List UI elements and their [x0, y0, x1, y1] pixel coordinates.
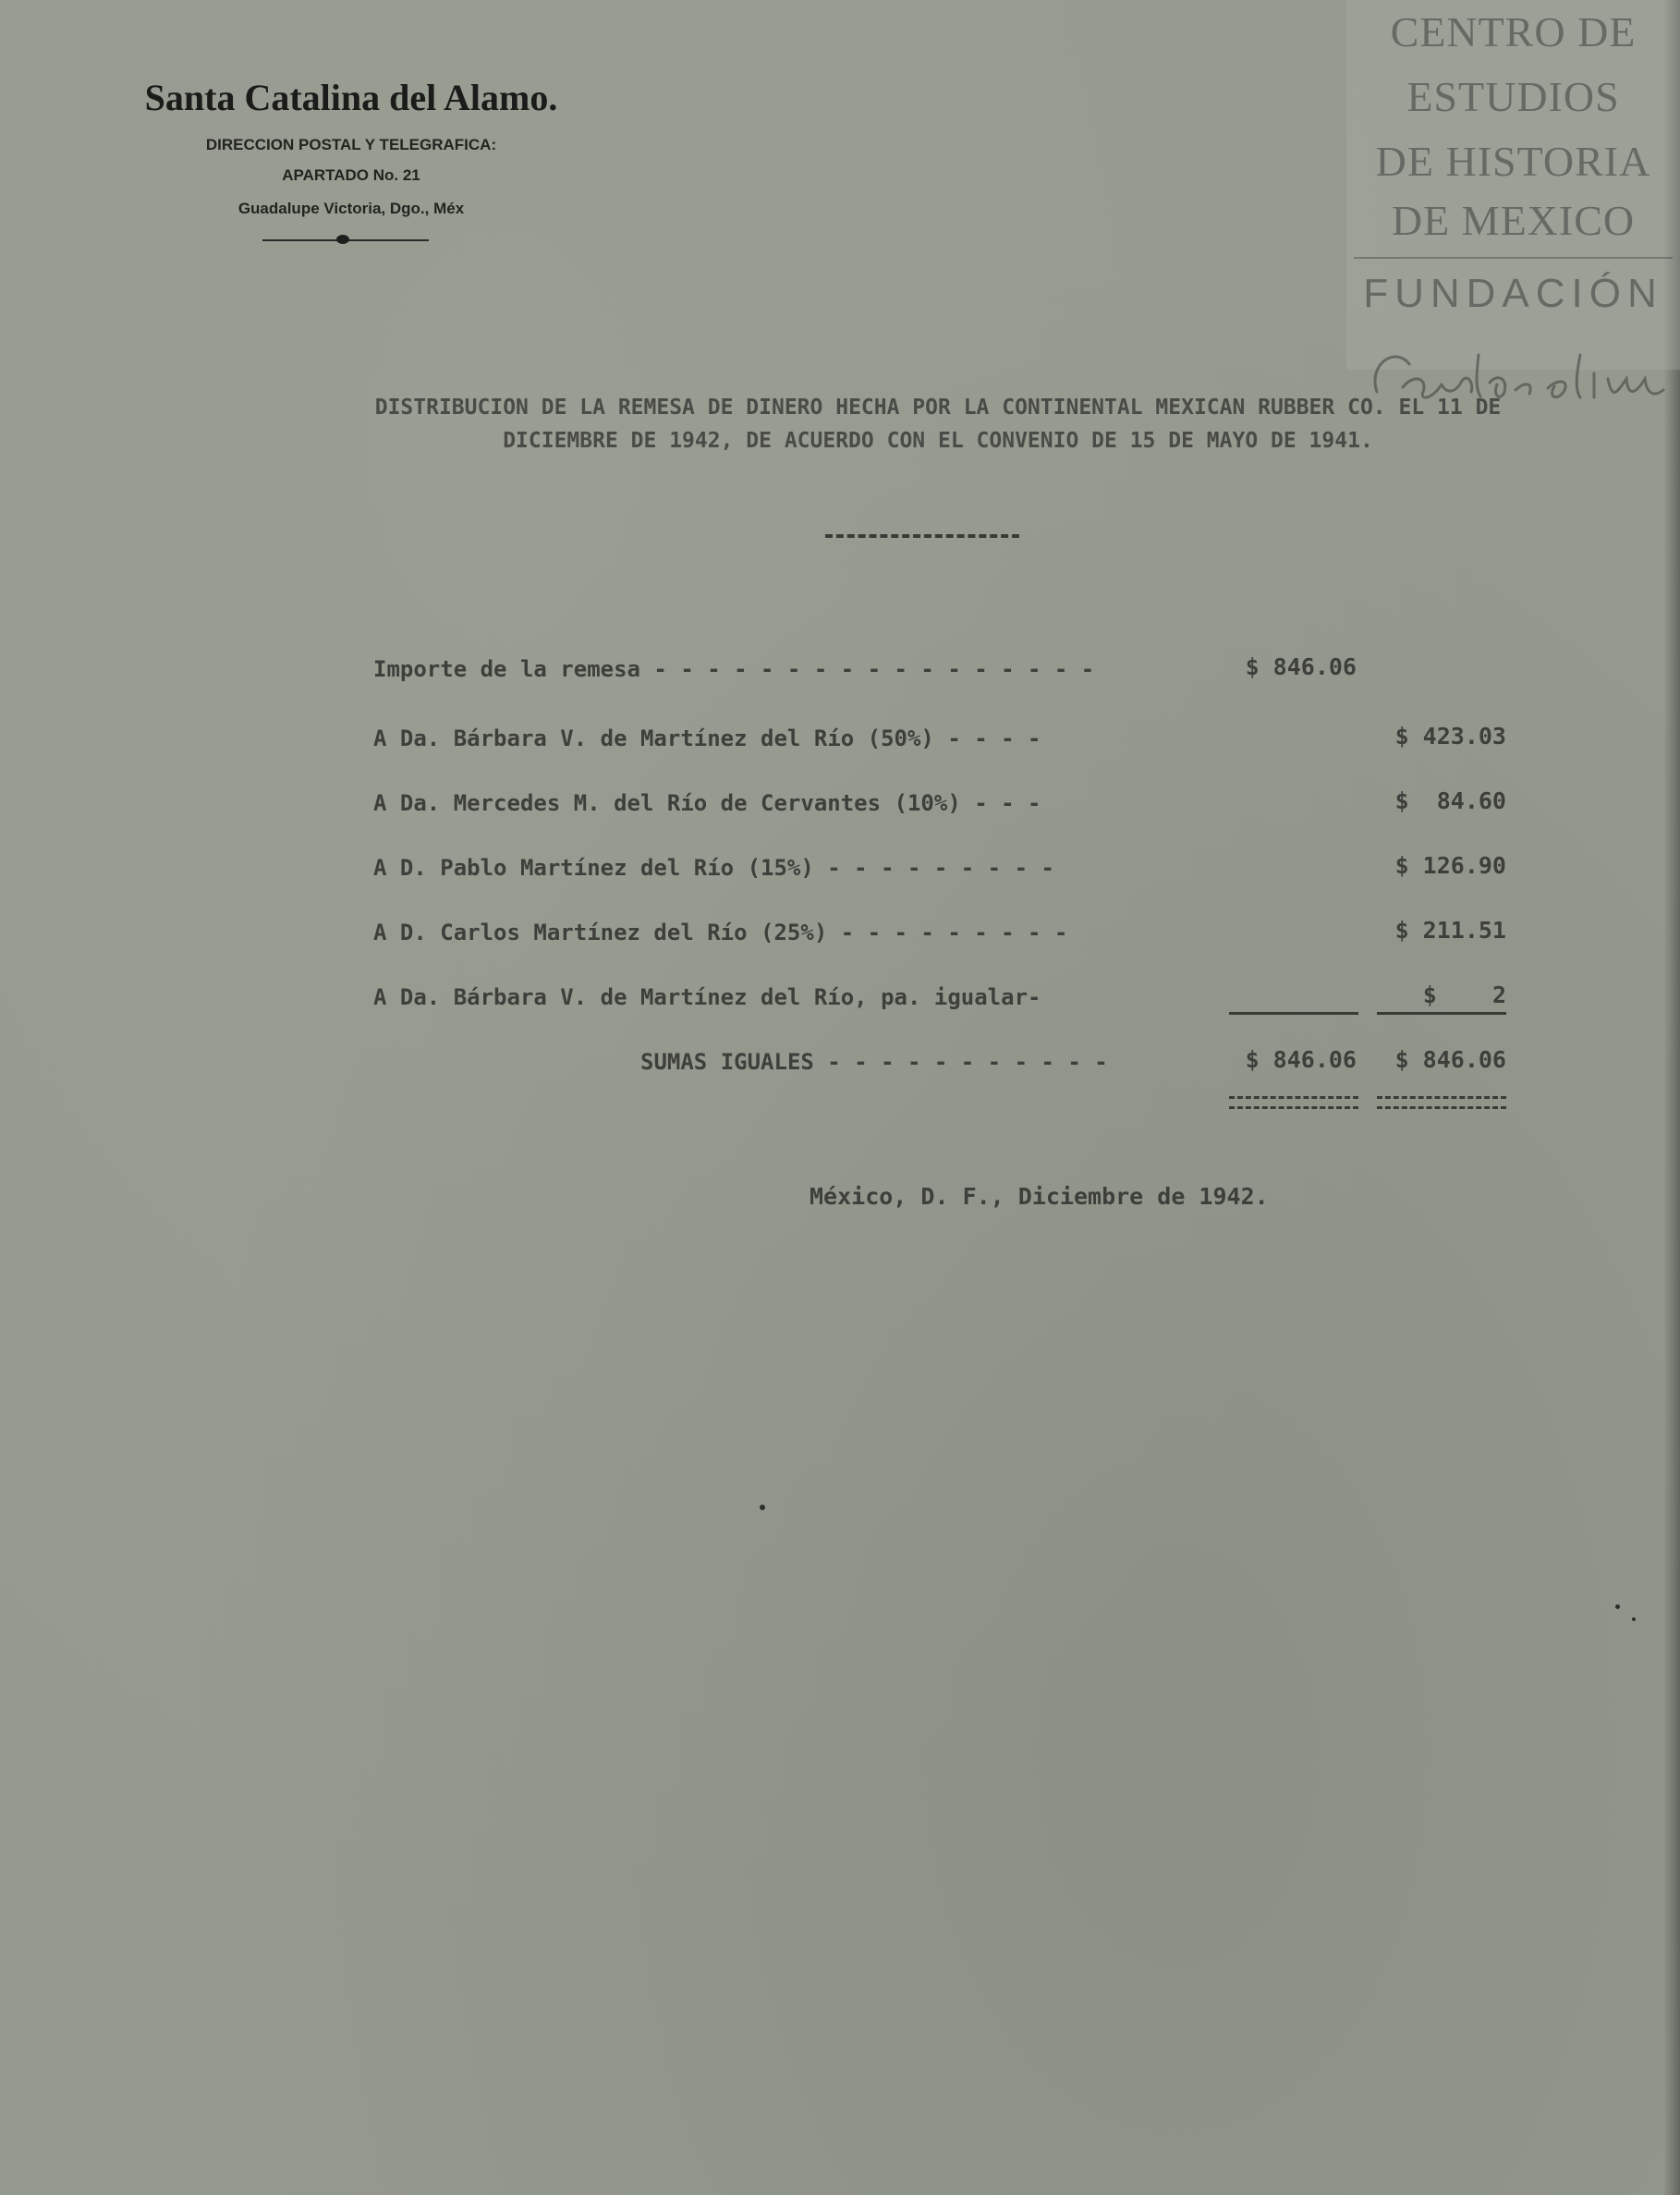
letterhead-name: Santa Catalina del Alamo.: [144, 77, 558, 118]
letterhead-postal-line: DIRECCION POSTAL Y TELEGRAFICA:: [205, 136, 497, 153]
row-1-label: Importe de la remesa - - - - - - - - - - - - - - - - -: [373, 656, 1095, 682]
row-6-amount: $ 2: [1422, 982, 1506, 1008]
row-2-amount: $ 423.03: [1394, 723, 1506, 750]
paper-speck: [1632, 1617, 1636, 1621]
row-4-amount: $ 126.90: [1394, 852, 1506, 879]
letterhead-ornament: [336, 235, 349, 244]
paper-speck: [1615, 1604, 1620, 1609]
watermark-separator: [1354, 257, 1673, 259]
totals-label: SUMAS IGUALES - - - - - - - - - - -: [640, 1049, 1108, 1075]
row-3-label: A Da. Mercedes M. del Río de Cervantes (10%) - - -: [373, 790, 1041, 816]
row-5-label: A D. Carlos Martínez del Río (25%) - - - - - - - - -: [373, 920, 1068, 945]
row-4-label: A D. Pablo Martínez del Río (15%) - - - - - - - - -: [373, 855, 1054, 881]
title-rule: [825, 534, 1019, 538]
totals-amount-left: $ 846.06: [1245, 1046, 1357, 1073]
watermark-line-4: DE MEXICO: [1391, 197, 1636, 244]
watermark-foundation: FUNDACIÓN: [1363, 271, 1663, 316]
watermark-line-1: CENTRO DE: [1390, 8, 1637, 55]
totals-amount-right: $ 846.06: [1394, 1046, 1506, 1073]
row-6-label: A Da. Bárbara V. de Martínez del Río, pa. igualar-: [373, 984, 1041, 1010]
row-3-amount: $ 84.60: [1394, 787, 1506, 814]
watermark-line-2: ESTUDIOS: [1406, 73, 1620, 120]
totals-double-rule-right: [1377, 1096, 1506, 1109]
totals-double-rule-left: [1229, 1096, 1358, 1109]
letterhead-po-box: APARTADO No. 21: [282, 166, 420, 184]
left-column-underline: [1229, 1012, 1358, 1015]
right-column-underline: [1377, 1012, 1506, 1015]
row-2-label: A Da. Bárbara V. de Martínez del Río (50%) - - - -: [373, 726, 1041, 751]
paper-speck: [760, 1505, 765, 1510]
place-date: México, D. F., Diciembre de 1942.: [810, 1183, 1269, 1210]
row-1-amount: $ 846.06: [1245, 653, 1357, 680]
watermark-line-3: DE HISTORIA: [1375, 138, 1651, 185]
document-title: DISTRIBUCION DE LA REMESA DE DINERO HECHA POR LA CONTINENTAL MEXICAN RUBBER CO. EL 11 DE DICIEMBRE DE 1942, DE ACUERDO CON EL CONVENIO DE 15 DE MAYO DE 1941.: [374, 396, 1502, 453]
letterhead-city: Guadalupe Victoria, Dgo., Méx: [237, 200, 465, 217]
row-5-amount: $ 211.51: [1394, 917, 1506, 944]
